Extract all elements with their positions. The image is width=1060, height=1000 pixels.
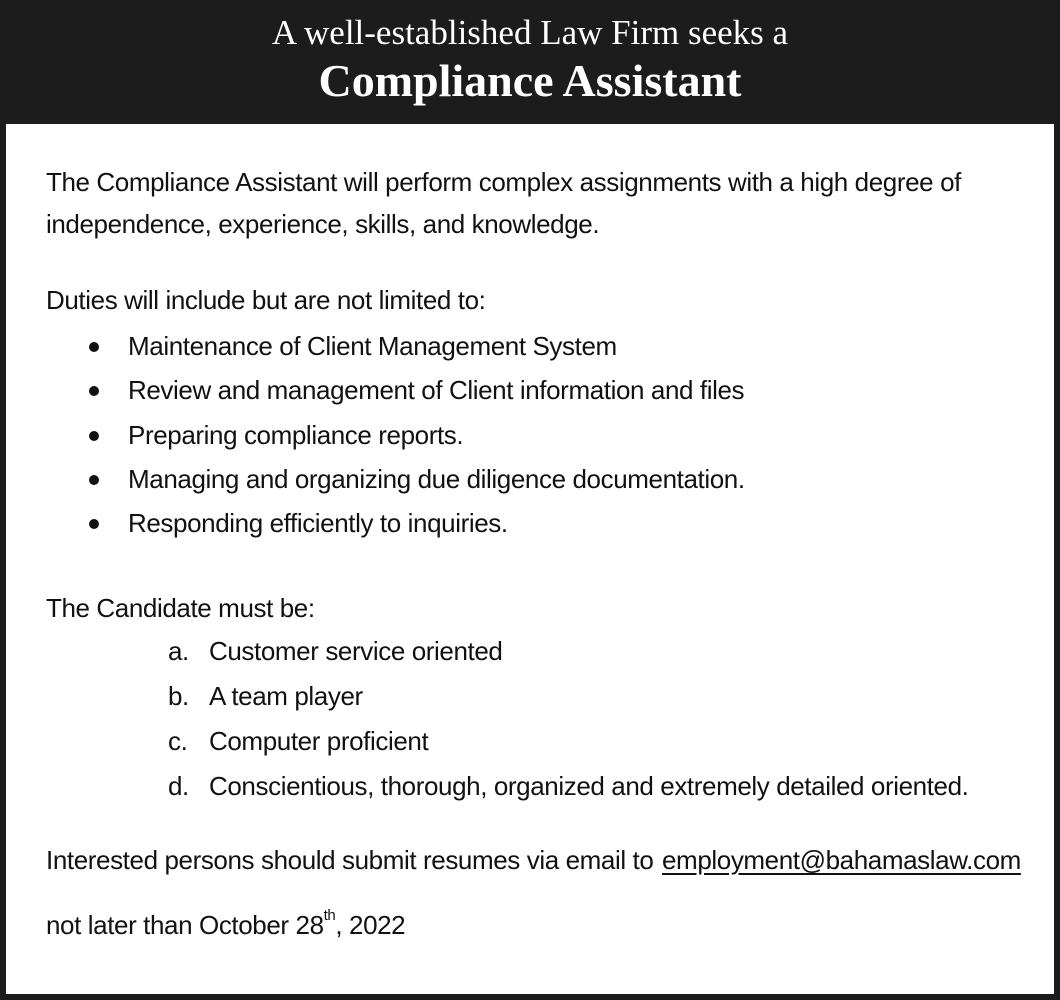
candidate-heading: The Candidate must be: — [46, 593, 315, 623]
duty-item: Preparing compliance reports. — [128, 420, 464, 450]
bullet-icon — [89, 475, 99, 485]
candidate-marker: a. — [168, 636, 189, 666]
ad-header — [0, 0, 1060, 124]
duty-item: Responding efficiently to inquiries. — [128, 508, 508, 538]
duties-heading: Duties will include but are not limited to: — [46, 285, 486, 315]
contact-text: Interested persons should submit resumes via email to — [46, 845, 654, 875]
email-address[interactable]: employment@bahamaslaw.com — [662, 845, 1021, 875]
email-link[interactable] — [662, 844, 1021, 876]
deadline-ordinal: th — [323, 907, 336, 925]
bullet-icon — [89, 431, 99, 441]
duty-item: Review and management of Client information and files — [128, 375, 745, 405]
candidate-item: Conscientious, thorough, organized and extremely detailed oriented. — [209, 771, 969, 801]
deadline-text: not later than October 28 — [46, 910, 324, 940]
bullet-icon — [89, 386, 99, 396]
candidate-item: A team player — [209, 681, 363, 711]
ad-body — [6, 124, 1054, 994]
candidate-marker: d. — [168, 771, 189, 801]
deadline-year: , 2022 — [335, 910, 406, 940]
bullet-icon — [89, 519, 99, 529]
deadline-line — [46, 909, 405, 941]
duty-item: Maintenance of Client Management System — [128, 331, 617, 361]
job-title: Compliance Assistant — [318, 55, 742, 106]
candidate-item: Computer proficient — [209, 726, 429, 756]
description-line-2: independence, experience, skills, and knowledge. — [46, 209, 600, 239]
bullet-icon — [89, 342, 99, 352]
description-line-1: The Compliance Assistant will perform complex assignments with a high degree of — [46, 167, 961, 197]
contact-line — [46, 844, 653, 876]
candidate-marker: b. — [168, 681, 189, 711]
candidate-marker: c. — [168, 726, 188, 756]
candidate-item: Customer service oriented — [209, 636, 503, 666]
duty-item: Managing and organizing due diligence documentation. — [128, 464, 745, 494]
header-intro: A well-established Law Firm seeks a — [271, 13, 789, 52]
